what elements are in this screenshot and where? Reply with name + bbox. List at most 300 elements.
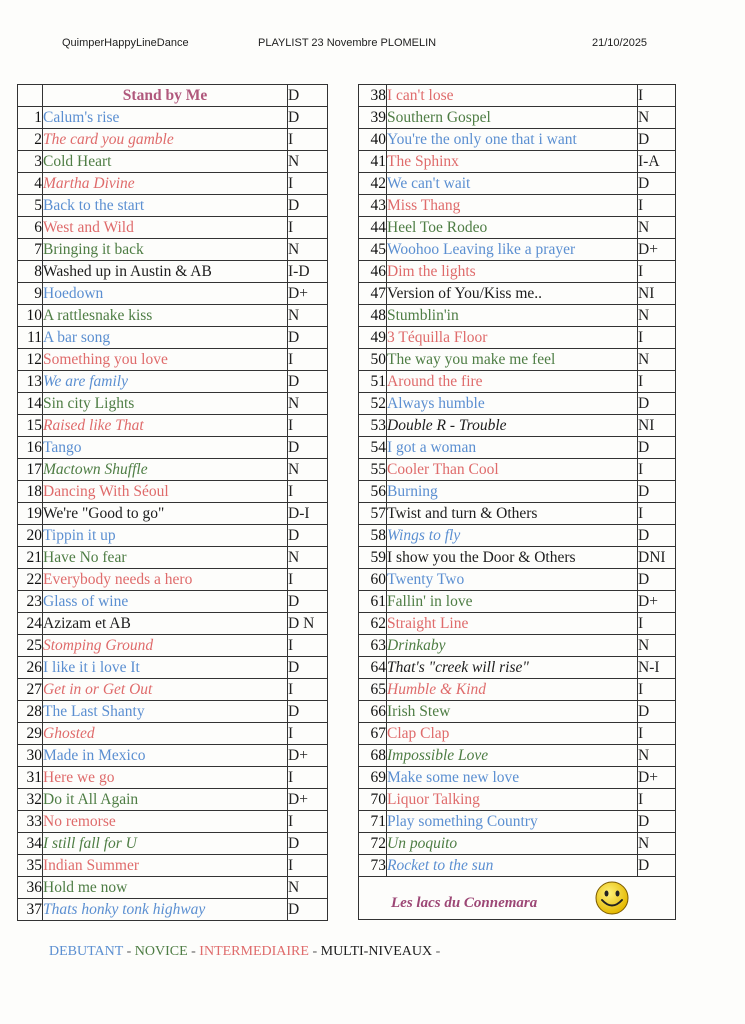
table-row [18,789,328,811]
dance-title: Mactown Shuffle [43,459,288,481]
table-row [18,613,328,635]
dance-title: Raised like That [43,415,288,437]
dance-level: D [638,701,676,723]
row-number: 50 [359,349,387,371]
row-number: 60 [359,569,387,591]
table-row [18,195,328,217]
dance-title: Tango [43,437,288,459]
dance-title: Liquor Talking [387,789,638,811]
dance-level: I [288,415,328,437]
table-row [18,151,328,173]
dance-title: Stumblin'in [387,305,638,327]
row-number: 25 [18,635,43,657]
dance-level: I [638,261,676,283]
table-row [359,283,676,305]
table-row [359,107,676,129]
dance-title: Wings to fly [387,525,638,547]
closing-dance-cell [359,877,676,920]
dance-level: I [288,481,328,503]
row-number: 57 [359,503,387,525]
row-number: 46 [359,261,387,283]
header-row [18,85,328,107]
opening-dance-level: D [288,85,328,107]
dance-level: I [638,789,676,811]
dance-title: Double R - Trouble [387,415,638,437]
row-number: 14 [18,393,43,415]
table-row [18,217,328,239]
dance-level: N [638,305,676,327]
dance-title: Around the fire [387,371,638,393]
row-number: 67 [359,723,387,745]
row-number: 18 [18,481,43,503]
table-row [359,173,676,195]
dance-title: The Last Shanty [43,701,288,723]
dance-title: Hold me now [43,877,288,899]
dance-level: I [638,459,676,481]
dance-title: We are family [43,371,288,393]
dance-level: N [638,107,676,129]
row-number: 26 [18,657,43,679]
row-number: 51 [359,371,387,393]
table-row [359,151,676,173]
legend-multi-niveaux: MULTI-NIVEAUX [320,944,433,959]
dance-title: I still fall for U [43,833,288,855]
dance-title: Hoedown [43,283,288,305]
dance-level: D+ [288,745,328,767]
legend-novice: NOVICE [134,944,188,959]
dance-title: Always humble [387,393,638,415]
dance-level: N [288,459,328,481]
row-number: 34 [18,833,43,855]
dance-level: I [288,569,328,591]
row-number: 15 [18,415,43,437]
table-row [359,789,676,811]
dance-title: Indian Summer [43,855,288,877]
dance-level: N [288,393,328,415]
footer-row [359,877,676,920]
dance-level: N [288,151,328,173]
row-number: 62 [359,613,387,635]
dance-level: I [288,635,328,657]
row-number [18,85,43,107]
opening-dance-title: Stand by Me [43,85,288,107]
table-row [359,679,676,701]
dance-level: D [288,899,328,921]
row-number: 19 [18,503,43,525]
row-number: 49 [359,327,387,349]
legend-separator: - [123,944,135,959]
row-number: 6 [18,217,43,239]
table-row [359,657,676,679]
table-row [359,437,676,459]
table-row [359,503,676,525]
dance-title: No remorse [43,811,288,833]
dance-title: Calum's rise [43,107,288,129]
table-row [359,195,676,217]
dance-level: I [638,327,676,349]
playlist-title: PLAYLIST 23 Novembre PLOMELIN [258,37,437,49]
dance-title: Clap Clap [387,723,638,745]
table-row [359,261,676,283]
dance-level: NI [638,283,676,305]
page-header [0,37,745,53]
table-row [18,547,328,569]
dance-level: D [288,371,328,393]
dance-level: I [638,503,676,525]
dance-title: 3 Téquilla Floor [387,327,638,349]
dance-title: Impossible Love [387,745,638,767]
row-number: 52 [359,393,387,415]
row-number: 33 [18,811,43,833]
table-row [18,657,328,679]
table-row [18,569,328,591]
row-number: 20 [18,525,43,547]
table-row [359,811,676,833]
dance-level: I [288,723,328,745]
row-number: 58 [359,525,387,547]
dance-title: Make some new love [387,767,638,789]
dance-level: D [288,525,328,547]
row-number: 35 [18,855,43,877]
dance-title: Azizam et AB [43,613,288,635]
legend-separator: - [432,944,441,959]
row-number: 39 [359,107,387,129]
dance-level: NI [638,415,676,437]
dance-title: Heel Toe Rodeo [387,217,638,239]
dance-level: I [288,767,328,789]
dance-title: Tippin it up [43,525,288,547]
dance-level: D+ [638,239,676,261]
table-row [18,437,328,459]
table-row [359,481,676,503]
dance-level: I [288,173,328,195]
row-number: 21 [18,547,43,569]
dance-title: Bringing it back [43,239,288,261]
row-number: 70 [359,789,387,811]
legend-separator: - [308,944,321,959]
dance-title: Made in Mexico [43,745,288,767]
dance-title: Version of You/Kiss me.. [387,283,638,305]
dance-title: Do it All Again [43,789,288,811]
dance-title: The card you gamble [43,129,288,151]
row-number: 65 [359,679,387,701]
dance-level: I-D [288,261,328,283]
dance-title: Twist and turn & Others [387,503,638,525]
dance-level: D [288,107,328,129]
dance-level: I [638,679,676,701]
table-row [18,701,328,723]
level-legend [49,944,440,960]
dance-level: D [638,173,676,195]
table-row [18,635,328,657]
row-number: 3 [18,151,43,173]
row-number: 5 [18,195,43,217]
row-number: 22 [18,569,43,591]
row-number: 63 [359,635,387,657]
row-number: 4 [18,173,43,195]
table-row [359,547,676,569]
dance-level: N [638,635,676,657]
dance-title: Back to the start [43,195,288,217]
row-number: 29 [18,723,43,745]
dance-level: I [288,855,328,877]
dance-level: D [288,657,328,679]
closing-dance-title: Les lacs du Connemara [391,895,538,911]
dance-title: A rattlesnake kiss [43,305,288,327]
dance-title: Drinkaby [387,635,638,657]
table-row [359,767,676,789]
row-number: 13 [18,371,43,393]
dance-level: N [288,239,328,261]
row-number: 73 [359,855,387,877]
row-number: 59 [359,547,387,569]
table-row [18,723,328,745]
dance-title: Stomping Ground [43,635,288,657]
dance-level: D-I [288,503,328,525]
dance-title: Ghosted [43,723,288,745]
legend-separator: - [187,944,200,959]
table-row [18,833,328,855]
table-row [18,283,328,305]
club-name: QuimperHappyLineDance [62,37,189,49]
table-row [18,371,328,393]
row-number: 8 [18,261,43,283]
dance-title: Southern Gospel [387,107,638,129]
dance-level: D [638,437,676,459]
dance-title: Play something Country [387,811,638,833]
dance-level: I-A [638,151,676,173]
table-row [18,899,328,921]
dance-title: You're the only one that i want [387,129,638,151]
dance-level: D [288,591,328,613]
table-row [359,239,676,261]
row-number: 53 [359,415,387,437]
dance-level: D [288,701,328,723]
table-row [359,525,676,547]
dance-level: N [638,833,676,855]
table-row [359,569,676,591]
dance-level: N-I [638,657,676,679]
dance-level: N [638,349,676,371]
dance-title: Woohoo Leaving like a prayer [387,239,638,261]
dance-title: Irish Stew [387,701,638,723]
dance-level: D [288,437,328,459]
dance-level: D+ [288,283,328,305]
dance-title: Dim the lights [387,261,638,283]
table-row [18,767,328,789]
dance-title: Humble & Kind [387,679,638,701]
playlist-table-right [358,84,676,920]
table-row [18,415,328,437]
dance-level: I [638,195,676,217]
row-number: 28 [18,701,43,723]
table-row [18,745,328,767]
table-row [359,833,676,855]
row-number: 1 [18,107,43,129]
legend-debutant: DEBUTANT [49,944,124,959]
dance-title: I show you the Door & Others [387,547,638,569]
dance-title: Fallin' in love [387,591,638,613]
table-row [18,305,328,327]
row-number: 16 [18,437,43,459]
table-row [359,459,676,481]
dance-level: D [638,129,676,151]
row-number: 31 [18,767,43,789]
dance-title: Get in or Get Out [43,679,288,701]
dance-level: I [638,85,676,107]
row-number: 41 [359,151,387,173]
dance-level: I [288,811,328,833]
row-number: 36 [18,877,43,899]
row-number: 42 [359,173,387,195]
dance-level: I [638,613,676,635]
row-number: 40 [359,129,387,151]
dance-level: D+ [638,591,676,613]
dance-title: Here we go [43,767,288,789]
dance-title: Miss Thang [387,195,638,217]
table-row [18,811,328,833]
dance-title: Glass of wine [43,591,288,613]
row-number: 72 [359,833,387,855]
table-row [18,481,328,503]
dance-title: Washed up in Austin & AB [43,261,288,283]
dance-level: I [638,371,676,393]
row-number: 37 [18,899,43,921]
table-row [18,459,328,481]
table-row [359,393,676,415]
table-row [18,679,328,701]
smiley-icon [593,880,631,916]
dance-level: DNI [638,547,676,569]
row-number: 30 [18,745,43,767]
row-number: 2 [18,129,43,151]
row-number: 66 [359,701,387,723]
table-row [18,855,328,877]
table-row [18,349,328,371]
dance-level: I [288,349,328,371]
dance-level: N [288,547,328,569]
dance-level: N [638,217,676,239]
table-row [359,129,676,151]
dance-title: We're "Good to go" [43,503,288,525]
dance-title: I like it i love It [43,657,288,679]
table-row [18,107,328,129]
table-row [18,239,328,261]
dance-title: Rocket to the sun [387,855,638,877]
dance-title: I got a woman [387,437,638,459]
dance-title: Cold Heart [43,151,288,173]
row-number: 17 [18,459,43,481]
row-number: 43 [359,195,387,217]
table-row [18,173,328,195]
row-number: 47 [359,283,387,305]
dance-level: I [638,723,676,745]
legend-intermediaire: INTERMEDIAIRE [199,944,309,959]
table-row [359,305,676,327]
table-row [359,745,676,767]
dance-title: Thats honky tonk highway [43,899,288,921]
dance-title: I can't lose [387,85,638,107]
table-row [359,855,676,877]
dance-title: Straight Line [387,613,638,635]
dance-title: Something you love [43,349,288,371]
dance-level: D [638,855,676,877]
dance-level: N [288,877,328,899]
dance-level: D [638,811,676,833]
table-row [359,85,676,107]
dance-title: Everybody needs a hero [43,569,288,591]
dance-level: D+ [288,789,328,811]
dance-title: Dancing With Séoul [43,481,288,503]
dance-title: The way you make me feel [387,349,638,371]
playlist-table-left [17,84,328,921]
table-row [359,613,676,635]
table-row [359,701,676,723]
row-number: 23 [18,591,43,613]
row-number: 48 [359,305,387,327]
row-number: 24 [18,613,43,635]
table-row [359,635,676,657]
dance-level: N [288,305,328,327]
table-row [18,393,328,415]
dance-level: D N [288,613,328,635]
dance-level: D+ [638,767,676,789]
table-row [359,349,676,371]
table-row [359,371,676,393]
dance-level: N [638,745,676,767]
dance-title: Twenty Two [387,569,638,591]
dance-level: D [638,481,676,503]
dance-title: We can't wait [387,173,638,195]
dance-title: Cooler Than Cool [387,459,638,481]
row-number: 54 [359,437,387,459]
dance-title: Have No fear [43,547,288,569]
table-row [18,503,328,525]
dance-level: D [288,833,328,855]
dance-title: Burning [387,481,638,503]
table-row [18,327,328,349]
row-number: 11 [18,327,43,349]
row-number: 38 [359,85,387,107]
row-number: 61 [359,591,387,613]
row-number: 56 [359,481,387,503]
dance-level: D [638,393,676,415]
row-number: 10 [18,305,43,327]
row-number: 64 [359,657,387,679]
table-row [359,591,676,613]
row-number: 69 [359,767,387,789]
row-number: 71 [359,811,387,833]
dance-title: A bar song [43,327,288,349]
dance-level: I [288,217,328,239]
dance-level: D [638,525,676,547]
table-row [359,415,676,437]
row-number: 12 [18,349,43,371]
row-number: 44 [359,217,387,239]
dance-level: I [288,679,328,701]
row-number: 32 [18,789,43,811]
table-row [18,591,328,613]
table-row [18,525,328,547]
table-row [359,327,676,349]
dance-title: Martha Divine [43,173,288,195]
dance-title: Un poquito [387,833,638,855]
table-row [359,217,676,239]
playlist-date: 21/10/2025 [592,37,648,49]
dance-level: D [288,195,328,217]
row-number: 55 [359,459,387,481]
table-row [18,261,328,283]
